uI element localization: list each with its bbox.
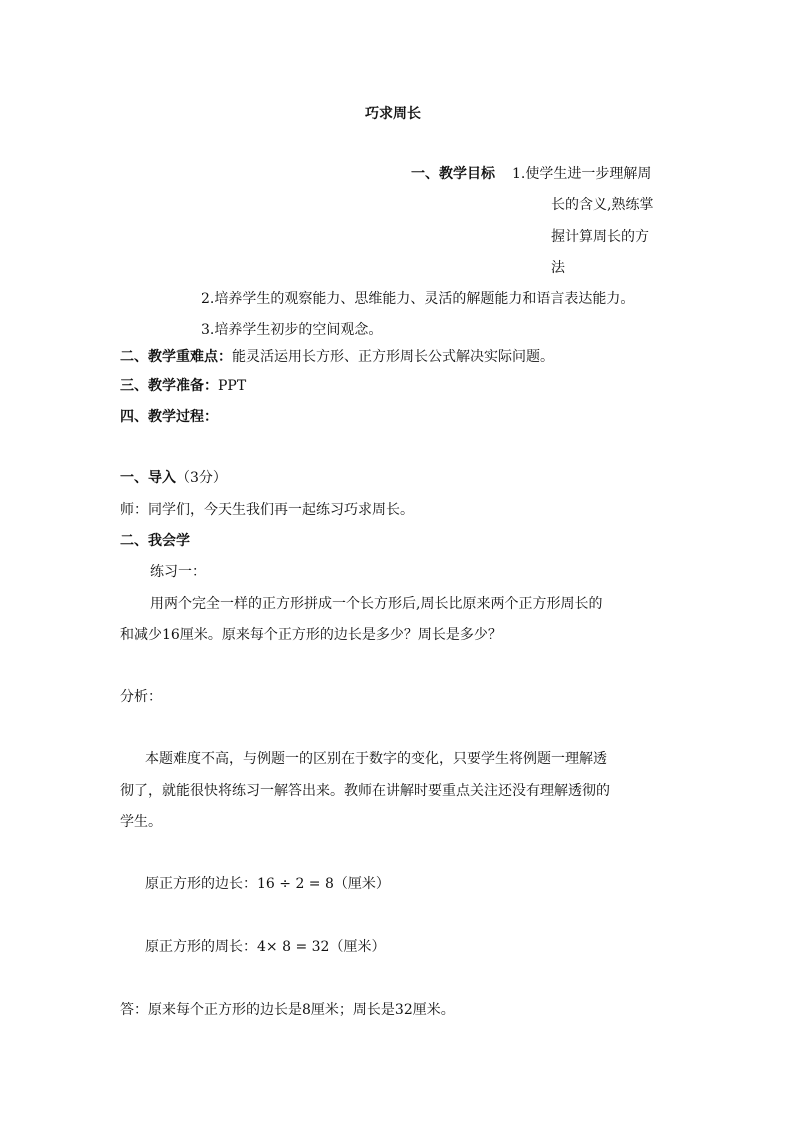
goal-item2: 2.培养学生的观察能力、思维能力、灵活的解题能力和语言表达能力。 <box>201 291 635 307</box>
difficulty-heading: 二、教学重难点： <box>120 349 232 365</box>
goal-item1-line3: 握计算周长的方 <box>551 229 649 245</box>
analysis-line1: 本题难度不高，与例题一的区别在于数字的变化，只要学生将例题一理解透 <box>145 751 607 767</box>
goals-heading: 一、教学目标 <box>411 166 495 182</box>
intro-heading: 一、导入 <box>120 470 176 486</box>
calc-side-length: 原正方形的边长：16 ÷ 2 = 8（厘米） <box>145 876 390 892</box>
analysis-label: 分析： <box>120 689 162 705</box>
intro-section <box>120 468 227 488</box>
process-heading: 四、教学过程： <box>120 409 218 425</box>
answer-line: 答：原来每个正方形的边长是8厘米；周长是32厘米。 <box>120 1002 455 1018</box>
page-title: 巧求周长 <box>365 106 421 122</box>
goal-item1-line4: 法 <box>551 260 565 276</box>
problem-line2: 和减少16厘米。原来每个正方形的边长是多少？周长是多少？ <box>120 627 502 643</box>
problem-line1: 用两个完全一样的正方形拼成一个长方形后,周长比原来两个正方形周长的 <box>150 596 603 612</box>
intro-time: （3分） <box>176 470 227 486</box>
preparation-section <box>120 376 246 396</box>
goal-item3: 3.培养学生初步的空间观念。 <box>201 322 383 338</box>
difficulty-section <box>120 347 554 367</box>
preparation-heading: 三、教学准备： <box>120 378 218 394</box>
intro-teacher-line: 师：同学们，今天生我们再一起练习巧求周长。 <box>120 502 414 518</box>
goal-item1-line2: 长的含义,熟练掌 <box>551 197 654 213</box>
difficulty-text: 能灵活运用长方形、正方形周长公式解决实际问题。 <box>232 349 554 365</box>
learn-heading: 二、我会学 <box>120 533 190 549</box>
exercise-label: 练习一： <box>150 564 206 580</box>
preparation-text: PPT <box>218 378 247 394</box>
goal-item1-line1: 1.使学生进一步理解周 <box>512 166 652 182</box>
analysis-line2: 彻了，就能很快将练习一解答出来。教师在讲解时要重点关注还没有理解透彻的 <box>120 783 610 799</box>
calc-perimeter: 原正方形的周长：4× 8 = 32（厘米） <box>145 939 386 955</box>
analysis-line3: 学生。 <box>120 814 162 830</box>
